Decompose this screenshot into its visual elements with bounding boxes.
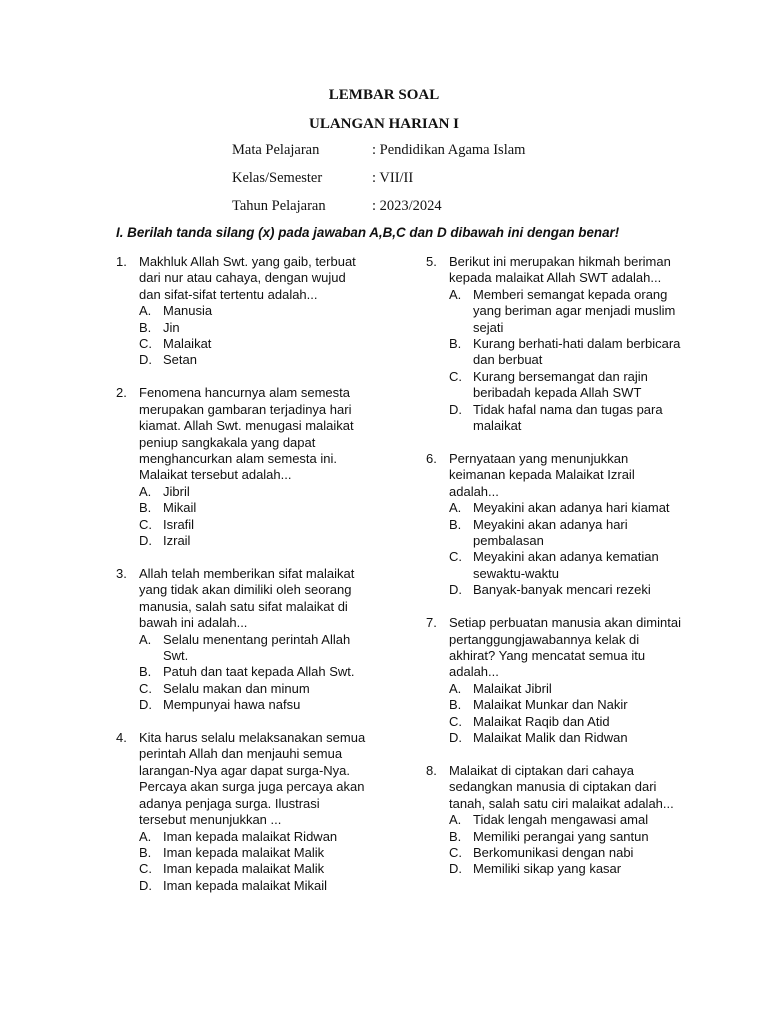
option-letter: C. xyxy=(449,368,462,384)
option-letter: C. xyxy=(139,861,152,877)
option-text: Jin xyxy=(163,319,180,335)
option-c[interactable] xyxy=(449,845,682,861)
option-letter: C. xyxy=(449,549,462,565)
questions-column-left xyxy=(116,254,368,911)
question-text: Makhluk Allah Swt. yang gaib, terbuat dari nur atau cahaya, dengan wujud dan sifat-sifat tertentu adalah... xyxy=(139,254,356,302)
option-letter: B. xyxy=(139,664,152,680)
option-d[interactable] xyxy=(449,402,682,435)
option-d[interactable] xyxy=(139,697,368,713)
question-number: 5. xyxy=(426,254,437,269)
option-b[interactable] xyxy=(139,664,368,680)
option-b[interactable] xyxy=(449,336,682,369)
question-text: Setiap perbuatan manusia akan dimintai pertanggungjawabannya kelak di akhirat? Yang mencatat semua itu adalah... xyxy=(449,615,681,680)
option-text: Jibril xyxy=(163,483,190,499)
question-text: Kita harus selalu melaksanakan semua perintah Allah dan menjauhi semua larangan-Nya agar dapat surga-Nya. Percaya akan surga juga percaya akan adanya penjaga surga. Ilustrasi tersebut menunjukkan ... xyxy=(139,730,366,828)
option-letter: C. xyxy=(139,336,152,352)
option-letter: D. xyxy=(449,401,462,417)
option-a[interactable] xyxy=(139,484,368,500)
option-letter: C. xyxy=(449,844,462,860)
option-text: Malaikat xyxy=(163,336,212,352)
question-number: 6. xyxy=(426,450,437,466)
option-text: Malaikat Raqib dan Atid xyxy=(473,713,610,729)
meta-value: : 2023/2024 xyxy=(372,198,442,214)
option-a[interactable] xyxy=(139,303,368,319)
question-text: Allah telah memberikan sifat malaikat yang tidak akan dimiliki oleh seorang manusia, salah satu sifat malaikat di bawah ini adalah... xyxy=(139,565,355,631)
option-b[interactable] xyxy=(139,320,368,336)
option-letter: A. xyxy=(139,483,152,499)
option-text: Iman kepada malaikat Ridwan xyxy=(163,828,338,844)
question-item xyxy=(426,763,682,878)
option-letter: A. xyxy=(449,812,462,828)
option-a[interactable] xyxy=(449,500,682,516)
option-a[interactable] xyxy=(139,632,368,665)
option-d[interactable] xyxy=(449,861,682,877)
option-letter: A. xyxy=(139,828,152,844)
option-text: Selalu menentang perintah Allah Swt. xyxy=(163,631,351,663)
option-d[interactable] xyxy=(449,582,682,598)
option-b[interactable] xyxy=(449,517,682,550)
option-text: Berkomunikasi dengan nabi xyxy=(473,844,634,860)
option-letter: D. xyxy=(139,877,152,893)
option-letter: C. xyxy=(449,713,462,729)
option-letter: D. xyxy=(139,533,152,548)
option-list xyxy=(449,500,682,598)
option-text: Tidak hafal nama dan tugas para malaikat xyxy=(473,401,663,434)
option-c[interactable] xyxy=(449,369,682,402)
question-item xyxy=(426,451,682,599)
option-c[interactable] xyxy=(139,517,368,533)
option-text: Tidak lengah mengawasi amal xyxy=(473,812,649,828)
option-list xyxy=(139,829,368,895)
option-text: Kurang bersemangat dan rajin beribadah kepada Allah SWT xyxy=(473,368,648,401)
option-text: Malaikat Malik dan Ridwan xyxy=(473,729,628,745)
option-c[interactable] xyxy=(449,714,682,730)
option-text: Setan xyxy=(163,352,197,368)
option-letter: D. xyxy=(139,697,152,713)
option-a[interactable] xyxy=(139,829,368,845)
option-letter: A. xyxy=(449,680,462,696)
question-number: 7. xyxy=(426,615,437,631)
meta-label: Tahun Pelajaran xyxy=(232,198,326,214)
option-letter: A. xyxy=(449,286,462,302)
meta-value: : Pendidikan Agama Islam xyxy=(372,142,526,158)
option-b[interactable] xyxy=(449,829,682,845)
meta-value: : VII/II xyxy=(372,170,414,186)
option-letter: B. xyxy=(139,319,152,335)
option-text: Meyakini akan adanya hari pembalasan xyxy=(473,516,628,548)
question-item xyxy=(116,566,368,714)
option-letter: C. xyxy=(139,680,152,696)
question-text: Malaikat di ciptakan dari cahaya sedangkan manusia di ciptakan dari tanah, salah satu ciri malaikat adalah... xyxy=(449,762,674,811)
question-number: 1. xyxy=(116,254,127,269)
option-text: Banyak-banyak mencari rezeki xyxy=(473,582,651,598)
option-letter: A. xyxy=(449,500,462,516)
option-text: Mikail xyxy=(163,500,197,516)
option-c[interactable] xyxy=(139,861,368,877)
option-letter: A. xyxy=(139,631,152,647)
document-subtitle: ULANGAN HARIAN I xyxy=(308,116,459,132)
option-list xyxy=(139,303,368,369)
option-list xyxy=(449,681,682,747)
option-text: Israfil xyxy=(163,516,195,532)
option-list xyxy=(139,484,368,550)
option-text: Malaikat Jibril xyxy=(473,680,552,696)
option-list xyxy=(449,287,682,435)
option-letter: D. xyxy=(449,861,462,877)
question-number: 3. xyxy=(116,565,127,581)
option-letter: B. xyxy=(139,500,152,516)
option-text: Iman kepada malaikat Malik xyxy=(163,844,325,860)
option-d[interactable] xyxy=(139,878,368,894)
option-d[interactable] xyxy=(139,533,368,549)
question-number: 4. xyxy=(116,730,127,746)
option-text: Kurang berhati-hati dalam berbicara dan berbuat xyxy=(473,336,681,368)
option-d[interactable] xyxy=(139,352,368,368)
option-letter: D. xyxy=(139,352,152,368)
option-text: Iman kepada malaikat Mikail xyxy=(163,877,328,893)
question-text: Pernyataan yang menunjukkan keimanan kepada Malaikat Izrail adalah... xyxy=(449,450,635,499)
option-b[interactable] xyxy=(449,697,682,713)
option-letter: C. xyxy=(139,516,152,532)
document-title: LEMBAR SOAL xyxy=(328,87,440,103)
option-a[interactable] xyxy=(449,812,682,828)
questions-column-right xyxy=(426,254,682,894)
option-letter: B. xyxy=(449,516,462,532)
question-number: 8. xyxy=(426,762,437,778)
question-item xyxy=(116,730,368,894)
option-b[interactable] xyxy=(139,500,368,516)
option-text: Meyakini akan adanya kematian sewaktu-waktu xyxy=(473,549,659,581)
option-text: Izrail xyxy=(163,533,191,548)
option-list xyxy=(449,812,682,878)
option-text: Selalu makan dan minum xyxy=(163,680,310,696)
instruction-text: I. Berilah tanda silang (x) pada jawaban A,B,C dan D dibawah ini dengan benar! xyxy=(116,225,620,240)
option-text: Iman kepada malaikat Malik xyxy=(163,861,325,877)
question-item xyxy=(116,385,368,549)
meta-label: Kelas/Semester xyxy=(232,170,323,186)
option-text: Memiliki perangai yang santun xyxy=(473,828,649,844)
question-text: Fenomena hancurnya alam semesta merupakan gambaran terjadinya hari kiamat. Allah Swt. menugasi malaikat peniup sangkakala yang dapat menghancurkan alam semesta ini. Malaikat tersebut adalah... xyxy=(139,385,354,483)
option-b[interactable] xyxy=(139,845,368,861)
option-text: Patuh dan taat kepada Allah Swt. xyxy=(163,664,355,680)
option-text: Memberi semangat kepada orang yang beriman agar menjadi muslim sejati xyxy=(473,286,676,335)
option-d[interactable] xyxy=(449,730,682,746)
option-a[interactable] xyxy=(449,681,682,697)
option-letter: B. xyxy=(449,697,462,713)
option-text: Malaikat Munkar dan Nakir xyxy=(473,697,628,713)
option-c[interactable] xyxy=(449,549,682,582)
option-text: Manusia xyxy=(163,303,213,319)
option-c[interactable] xyxy=(139,681,368,697)
option-letter: D. xyxy=(449,582,462,598)
meta-label: Mata Pelajaran xyxy=(232,142,320,158)
option-text: Mempunyai hawa nafsu xyxy=(163,697,301,713)
option-c[interactable] xyxy=(139,336,368,352)
question-item xyxy=(116,254,368,369)
question-item xyxy=(426,254,682,434)
option-list xyxy=(139,632,368,714)
question-text: Berikut ini merupakan hikmah beriman kepada malaikat Allah SWT adalah... xyxy=(449,254,671,286)
option-letter: D. xyxy=(449,729,462,745)
option-letter: B. xyxy=(139,844,152,860)
question-item xyxy=(426,615,682,746)
option-a[interactable] xyxy=(449,287,682,336)
question-number: 2. xyxy=(116,385,127,401)
option-text: Memiliki sikap yang kasar xyxy=(473,861,622,877)
option-letter: B. xyxy=(449,828,462,844)
option-letter: A. xyxy=(139,303,152,319)
option-text: Meyakini akan adanya hari kiamat xyxy=(473,500,670,516)
option-letter: B. xyxy=(449,336,462,352)
